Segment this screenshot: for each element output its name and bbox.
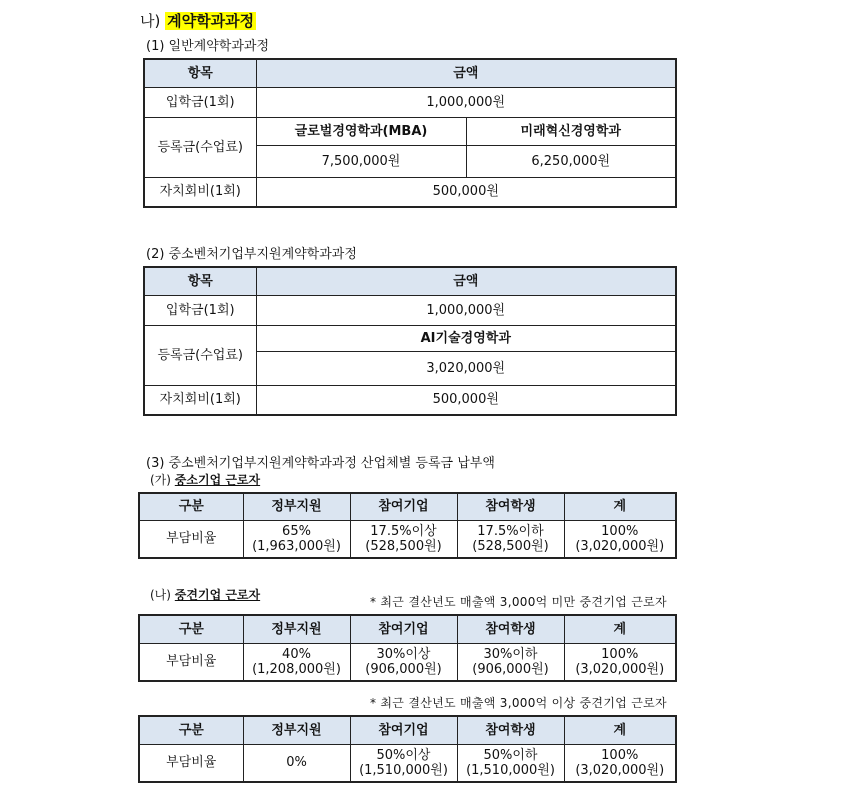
- admission-value: 1,000,000원: [256, 295, 676, 325]
- midsize-under-share-table: [138, 614, 677, 682]
- dept-global-mba-fee: 7,500,000원: [256, 145, 466, 177]
- section-title: [140, 10, 256, 31]
- midsize-worker-subheading: [150, 586, 260, 603]
- payment-heading: (3) 중소벤처기업부지원계약학과과정 산업체별 등록금 납부액: [146, 456, 495, 471]
- col-total: 계: [564, 716, 676, 744]
- dept-future-innovation: 미래혁신경영학과: [466, 117, 676, 145]
- col-government: 정부지원: [243, 615, 350, 643]
- student-share: [457, 520, 564, 558]
- col-company: 참여기업: [350, 615, 457, 643]
- gov-share-amount: (1,963,000원): [252, 538, 341, 554]
- dept-ai-tech-management-fee: 3,020,000원: [256, 351, 676, 385]
- sme-worker-prefix: (가): [150, 473, 171, 487]
- student-share-pct: 30%이하: [483, 646, 538, 662]
- col-student: 참여학생: [457, 493, 564, 520]
- col-category: 구분: [139, 493, 243, 520]
- company-share-amount: (1,510,000원): [359, 762, 448, 778]
- gov-share-amount: (1,208,000원): [252, 661, 341, 677]
- council-value: 500,000원: [256, 385, 676, 415]
- total-share: [564, 520, 676, 558]
- admission-value: 1,000,000원: [256, 87, 676, 117]
- section-prefix: 나): [140, 12, 161, 30]
- tuition-label: 등록금(수업료): [144, 325, 256, 385]
- total-share-pct: 100%: [601, 747, 639, 763]
- gov-share: [243, 643, 350, 681]
- col-total: 계: [564, 493, 676, 520]
- header-amount: 금액: [256, 59, 676, 87]
- general-fee-table: [143, 58, 677, 208]
- col-student: 참여학생: [457, 615, 564, 643]
- student-share: [457, 643, 564, 681]
- student-share-amount: (1,510,000원): [466, 762, 555, 778]
- row-label: 부담비율: [139, 520, 243, 558]
- student-share-amount: (528,500원): [472, 538, 549, 554]
- total-share-amount: (3,020,000원): [575, 762, 665, 778]
- header-item: 항목: [144, 59, 256, 87]
- col-company: 참여기업: [350, 716, 457, 744]
- student-share-pct: 50%이하: [483, 747, 538, 763]
- gov-share: 0%: [243, 744, 350, 782]
- company-share-pct: 17.5%이상: [370, 523, 437, 539]
- company-share: [350, 520, 457, 558]
- student-share: [457, 744, 564, 782]
- company-share: [350, 744, 457, 782]
- student-share-pct: 17.5%이하: [477, 523, 544, 539]
- gov-share-pct: 40%: [282, 646, 311, 662]
- dept-ai-tech-management: AI기술경영학과: [256, 325, 676, 351]
- col-category: 구분: [139, 716, 243, 744]
- sme-worker-subheading: [150, 471, 260, 488]
- total-share-amount: (3,020,000원): [575, 661, 665, 677]
- council-value: 500,000원: [256, 177, 676, 207]
- company-share-amount: (906,000원): [365, 661, 442, 677]
- gov-share: [243, 520, 350, 558]
- col-government: 정부지원: [243, 493, 350, 520]
- tuition-label: 등록금(수업료): [144, 117, 256, 177]
- company-share: [350, 643, 457, 681]
- total-share-pct: 100%: [601, 646, 639, 662]
- sme-fee-table: [143, 266, 677, 416]
- company-share-pct: 50%이상: [376, 747, 431, 763]
- total-share: [564, 643, 676, 681]
- col-government: 정부지원: [243, 716, 350, 744]
- council-label: 자치회비(1회): [144, 385, 256, 415]
- total-share-amount: (3,020,000원): [575, 538, 665, 554]
- section-title-highlight: 계약학과과정: [167, 12, 255, 30]
- dept-future-innovation-fee: 6,250,000원: [466, 145, 676, 177]
- total-share-pct: 100%: [601, 523, 639, 539]
- header-amount: 금액: [256, 267, 676, 295]
- col-student: 참여학생: [457, 716, 564, 744]
- student-share-amount: (906,000원): [472, 661, 549, 677]
- header-item: 항목: [144, 267, 256, 295]
- col-company: 참여기업: [350, 493, 457, 520]
- note-under-300b: * 최근 결산년도 매출액 3,000억 미만 중견기업 근로자: [370, 595, 667, 609]
- company-share-pct: 30%이상: [376, 646, 431, 662]
- col-total: 계: [564, 615, 676, 643]
- midsize-over-share-table: [138, 715, 677, 783]
- row-label: 부담비율: [139, 744, 243, 782]
- council-label: 자치회비(1회): [144, 177, 256, 207]
- sme-heading: (2) 중소벤처기업부지원계약학과과정: [146, 247, 357, 262]
- sme-worker-share-table: [138, 492, 677, 559]
- gov-share-pct: 65%: [282, 523, 311, 539]
- company-share-amount: (528,500원): [365, 538, 442, 554]
- dept-global-mba: 글로벌경영학과(MBA): [256, 117, 466, 145]
- note-over-300b: * 최근 결산년도 매출액 3,000억 이상 중견기업 근로자: [370, 696, 667, 710]
- sme-worker-title: 중소기업 근로자: [174, 473, 261, 487]
- col-category: 구분: [139, 615, 243, 643]
- admission-label: 입학금(1회): [144, 295, 256, 325]
- midsize-worker-prefix: (나): [150, 588, 171, 602]
- admission-label: 입학금(1회): [144, 87, 256, 117]
- total-share: [564, 744, 676, 782]
- general-heading: (1) 일반계약학과과정: [146, 39, 270, 54]
- row-label: 부담비율: [139, 643, 243, 681]
- midsize-worker-title: 중견기업 근로자: [174, 588, 261, 602]
